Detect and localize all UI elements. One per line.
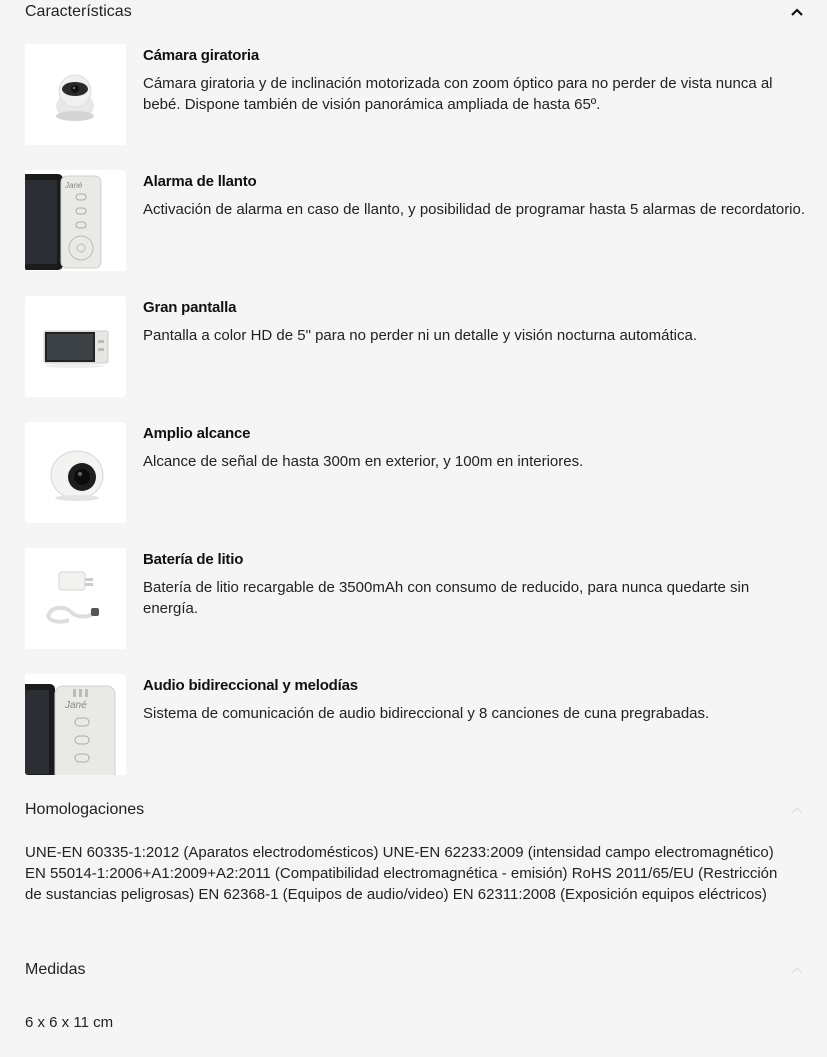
feature-item [25, 296, 807, 397]
feature-description: Activación de alarma en caso de llanto, y posibilidad de programar hasta 5 alarmas de recordatorio. [143, 201, 806, 218]
medidas-text: 6 x 6 x 11 cm [25, 1014, 114, 1031]
feature-title: Audio bidireccional y melodías [143, 677, 358, 694]
feature-description: Cámara giratoria y de inclinación motorizada con zoom óptico para no perder de vista nunca al bebé. Dispone también de visión panorámica ampliada de hasta 65º. [143, 75, 773, 113]
section-header-homologaciones[interactable] [25, 798, 805, 822]
section-title: Homologaciones [25, 801, 145, 818]
camera-image [25, 44, 126, 145]
brand-label: Jané [65, 700, 87, 711]
feature-item [25, 170, 807, 271]
feature-item [25, 44, 807, 145]
charger-image [25, 548, 126, 649]
feature-item [25, 674, 807, 775]
feature-title: Cámara giratoria [143, 47, 260, 64]
section-header-caracteristicas[interactable] [25, 0, 805, 24]
monitor-image [25, 296, 126, 397]
feature-title: Alarma de llanto [143, 173, 257, 190]
chevron-up-icon[interactable] [789, 802, 805, 818]
feature-item [25, 422, 807, 523]
section-title: Medidas [25, 961, 86, 978]
feature-title: Gran pantalla [143, 299, 237, 316]
feature-description: Batería de litio recargable de 3500mAh con consumo de reducido, para nunca quedarte sin energía. [143, 579, 750, 617]
feature-title: Batería de litio [143, 551, 244, 568]
homologaciones-text: UNE-EN 60335-1:2012 (Aparatos electrodomésticos) UNE-EN 62233:2009 (intensidad campo electromagnético) EN 55014-1:2006+A1:2009+A2:2011 (Compatibilidad electromagnética - emisión) RoHS 2011/65/EU (Restricción de sustancias peligrosas) EN 62368-1 (Equipos de audio/video) EN 62311:2008 (Exposición equipos eléctricos) [25, 844, 778, 903]
feature-item [25, 548, 807, 649]
chevron-up-icon[interactable] [789, 4, 805, 20]
feature-description: Alcance de señal de hasta 300m en exterior, y 100m en interiores. [143, 453, 584, 470]
feature-description: Pantalla a color HD de 5" para no perder ni un detalle y visión nocturna automática. [143, 327, 697, 344]
monitor-side-image [25, 674, 126, 775]
camera-lens-image [25, 422, 126, 523]
section-title: Características [25, 3, 132, 20]
monitor-side-image [25, 170, 126, 271]
feature-title: Amplio alcance [143, 425, 251, 442]
chevron-up-icon[interactable] [789, 962, 805, 978]
feature-description: Sistema de comunicación de audio bidireccional y 8 canciones de cuna pregrabadas. [143, 705, 710, 722]
brand-label: Jané [65, 181, 83, 190]
section-header-medidas[interactable] [25, 958, 805, 982]
